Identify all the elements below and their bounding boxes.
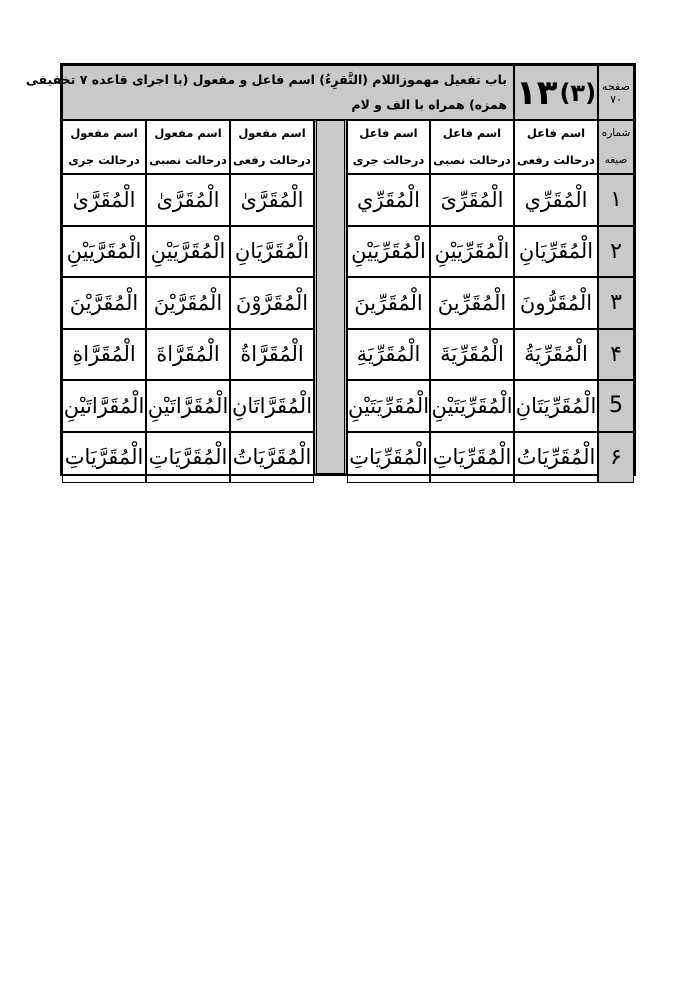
word: الْمُقَرَّيَاتِ bbox=[64, 445, 144, 470]
word-cell bbox=[146, 432, 230, 484]
row-number bbox=[598, 174, 634, 226]
word-cell bbox=[230, 380, 314, 432]
word-cell bbox=[62, 174, 146, 226]
word: الْمُقَرِّيَةُ bbox=[524, 342, 588, 367]
row-number-text: ۲ bbox=[610, 238, 622, 264]
word-cell bbox=[514, 226, 598, 278]
word: الْمُقَرَّوْنَ bbox=[235, 290, 309, 315]
column-header-line2: درحالت جری bbox=[68, 153, 140, 167]
word: الْمُقَرَّيَاتِ bbox=[148, 445, 228, 470]
row-number bbox=[598, 277, 634, 329]
word-cell bbox=[514, 174, 598, 226]
word-cell bbox=[347, 226, 430, 278]
row-number-text: ۴ bbox=[610, 341, 622, 367]
word-cell bbox=[430, 226, 514, 278]
word-cell bbox=[146, 380, 230, 432]
word-cell bbox=[146, 329, 230, 381]
column-header bbox=[146, 120, 230, 174]
word: الْمُقَرِّيَةَ bbox=[440, 342, 504, 367]
column-header bbox=[230, 120, 314, 174]
word-cell bbox=[146, 174, 230, 226]
word: الْمُقَرِّيَةِ bbox=[356, 342, 421, 367]
word-cell bbox=[62, 432, 146, 484]
word: الْمُقَرِّيَتَيْنِ bbox=[431, 393, 513, 418]
page-label: صفحه bbox=[602, 79, 630, 93]
word: الْمُقَرَّيَيْنِ bbox=[66, 239, 142, 264]
word: الْمُقَرُّونَ bbox=[519, 290, 593, 315]
word: الْمُقَرِّيَيْنِ bbox=[434, 239, 510, 264]
word-cell bbox=[347, 432, 430, 484]
word-cell bbox=[514, 329, 598, 381]
word: الْمُقَرَّيَيْنِ bbox=[150, 239, 226, 264]
word: الْمُقَرِّيَاتِ bbox=[349, 445, 428, 470]
word: الْمُقَرِّيَتَانِ bbox=[515, 393, 597, 418]
word-cell bbox=[347, 174, 430, 226]
word: الْمُقَرَّيْنَ bbox=[153, 290, 223, 315]
word-cell bbox=[146, 226, 230, 278]
word-cell bbox=[347, 380, 430, 432]
word: الْمُقَرَّاةِ bbox=[72, 342, 136, 367]
column-header-line1: اسم فاعل bbox=[359, 126, 418, 140]
word-cell bbox=[430, 432, 514, 484]
row-number-text: ۶ bbox=[610, 444, 622, 470]
word-cell bbox=[230, 277, 314, 329]
word: الْمُقَرِّي bbox=[356, 187, 421, 212]
column-header-line2: درحالت جری bbox=[352, 153, 425, 167]
word: الْمُقَرِّينَ bbox=[437, 290, 507, 315]
lesson-sub-number: (۳) bbox=[559, 78, 597, 107]
word-cell bbox=[62, 226, 146, 278]
title-line-2: همزه) همراه با الف و لام bbox=[351, 97, 507, 112]
column-header-line1: اسم فاعل bbox=[442, 126, 502, 140]
column-header-line1: اسم فاعل bbox=[526, 126, 586, 140]
word: الْمُقَرَّیٰ bbox=[240, 187, 304, 212]
word-cell bbox=[514, 432, 598, 484]
word: الْمُقَرِّي bbox=[524, 187, 588, 212]
row-number bbox=[598, 380, 634, 432]
word-cell bbox=[62, 380, 146, 432]
word-cell bbox=[230, 174, 314, 226]
column-header-line2: درحالت نصبی bbox=[433, 153, 511, 167]
word-cell bbox=[230, 329, 314, 381]
word: الْمُقَرَّاةَ bbox=[156, 342, 220, 367]
row-number-text: ۱ bbox=[610, 187, 622, 213]
word-cell bbox=[62, 329, 146, 381]
column-header bbox=[514, 120, 598, 174]
row-number-text: ۳ bbox=[610, 290, 622, 316]
conjugation-table bbox=[25, 63, 636, 476]
word: الْمُقَرَّاةُ bbox=[240, 342, 304, 367]
table-title bbox=[25, 65, 514, 120]
row-number bbox=[598, 226, 634, 278]
word: الْمُقَرَّاتَيْنِ bbox=[63, 393, 145, 418]
column-header bbox=[62, 120, 146, 174]
number-column-label-1: شماره bbox=[601, 127, 631, 139]
word-cell bbox=[430, 277, 514, 329]
row-number-text: 5 bbox=[609, 393, 623, 419]
page-box bbox=[598, 65, 634, 120]
word-cell bbox=[347, 277, 430, 329]
word-cell bbox=[62, 277, 146, 329]
word: الْمُقَرَّاتَيْنِ bbox=[147, 393, 229, 418]
word-cell bbox=[514, 277, 598, 329]
word-cell bbox=[347, 329, 430, 381]
word-cell bbox=[146, 277, 230, 329]
column-header-line2: درحالت نصبی bbox=[149, 153, 227, 167]
word: الْمُقَرِّينَ bbox=[354, 290, 423, 315]
lesson-number: ۱۳ bbox=[515, 72, 558, 113]
word: الْمُقَرِّيَاتِ bbox=[432, 445, 512, 470]
word-cell bbox=[230, 226, 314, 278]
word: الْمُقَرِّيَانِ bbox=[518, 239, 594, 264]
title-line-1: باب تفعیل مهموزاللام (التَّقرِءُ) اسم فاعل و مفعول (با اجرای قاعده ۷ تخفیفی bbox=[25, 72, 507, 87]
word-cell bbox=[514, 380, 598, 432]
row-number bbox=[598, 432, 634, 484]
word-cell bbox=[430, 174, 514, 226]
column-header-line1: اسم مفعول bbox=[70, 126, 138, 140]
lesson-number-box bbox=[514, 65, 598, 120]
word: الْمُقَرِّيَيْنِ bbox=[351, 239, 426, 264]
word: الْمُقَرَّاتَانِ bbox=[231, 393, 313, 418]
word-cell bbox=[430, 329, 514, 381]
word-cell bbox=[230, 432, 314, 484]
number-column-header bbox=[598, 120, 634, 174]
column-header bbox=[347, 120, 430, 174]
page-number: ۷۰ bbox=[610, 92, 622, 106]
word: الْمُقَرَّیٰ bbox=[72, 187, 136, 212]
word: الْمُقَرِّیَ bbox=[440, 187, 504, 212]
column-header-line1: اسم مفعول bbox=[238, 126, 306, 140]
number-column-label-2: صیغه bbox=[604, 154, 628, 166]
word-cell bbox=[430, 380, 514, 432]
column-header bbox=[430, 120, 514, 174]
word: الْمُقَرَّيْنَ bbox=[69, 290, 139, 315]
column-header-line2: درحالت رفعی bbox=[517, 153, 595, 167]
word: الْمُقَرَّیٰ bbox=[156, 187, 220, 212]
column-header-line1: اسم مفعول bbox=[154, 126, 222, 140]
word: الْمُقَرِّيَاتُ bbox=[516, 445, 596, 470]
separator-column bbox=[314, 120, 347, 474]
word: الْمُقَرَّيَاتُ bbox=[232, 445, 312, 470]
row-number bbox=[598, 329, 634, 381]
word: الْمُقَرِّيَتَيْنِ bbox=[347, 393, 430, 418]
word: الْمُقَرَّيَانِ bbox=[234, 239, 310, 264]
column-header-line2: درحالت رفعی bbox=[233, 153, 311, 167]
